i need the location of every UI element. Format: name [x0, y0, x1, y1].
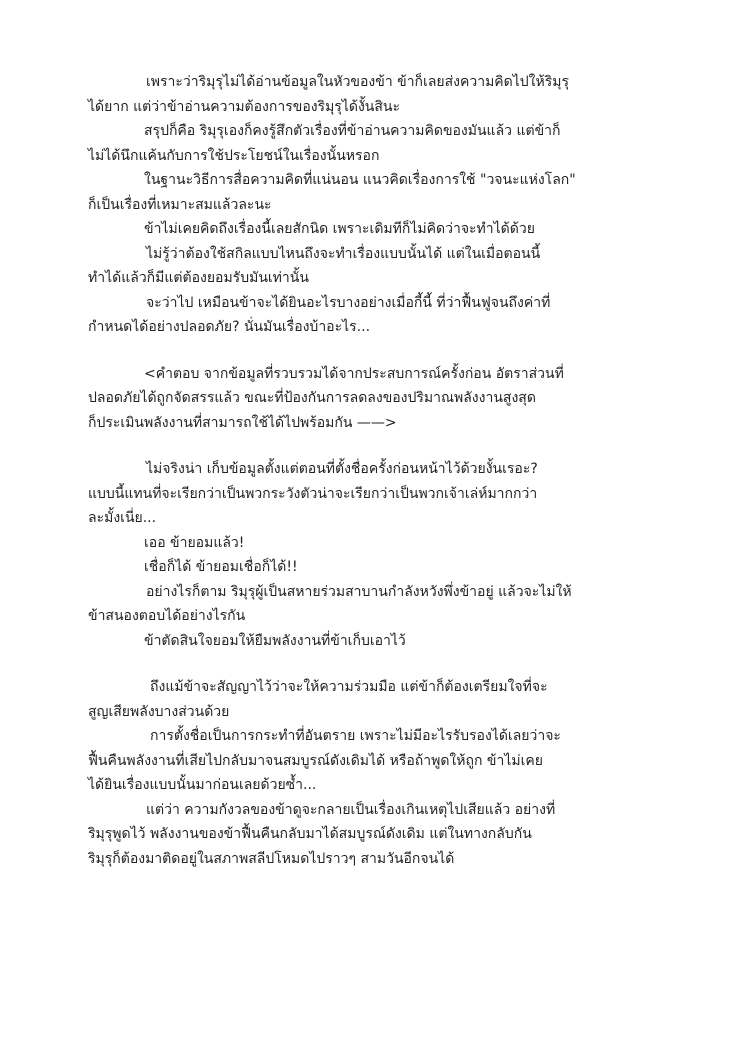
text-line: เพราะว่าริมุรุไม่ได้อ่านข้อมูลในหัวของข้า ข้าก็เลยส่งความคิดไปให้ริมุรุ	[146, 74, 570, 90]
text-line: ก็เป็นเรื่องที่เหมาะสมแล้วละนะ	[88, 196, 272, 213]
paragraph	[88, 675, 658, 724]
document-body	[88, 70, 658, 871]
text-line: กำหนดได้อย่างปลอดภัย? นั่นมันเรื่องบ้าอะไร...	[88, 319, 371, 335]
text-line: ในฐานะวิธีการสื่อความคิดที่แน่นอน แนวคิดเรื่องการใช้ "วจนะแห่งโลก"	[144, 172, 576, 188]
text-line: เออ ข้ายอมแล้ว!	[144, 534, 245, 551]
text-line: ละมั้งเนี่ย...	[88, 510, 157, 526]
text-line: ถึงแม้ข้าจะสัญญาไว้ว่าจะให้ความร่วมมือ แต่ข้าก็ต้องเตรียมใจที่จะ	[150, 679, 548, 695]
paragraph-spacer	[88, 340, 658, 362]
text-line: ก็ประเมินพลังงานที่สามารถใช้ได้ไปพร้อมกัน ——>	[88, 414, 397, 431]
paragraph	[88, 531, 658, 556]
text-line: ปลอดภัยได้ถูกจัดสรรแล้ว ขณะที่ป้องกันการลดลงของปริมาณพลังงานสูงสุด	[88, 390, 536, 406]
paragraph-spacer	[88, 435, 658, 457]
text-line: สรุปก็คือ ริมุรุเองก็คงรู้สึกตัวเรื่องที่ข้าอ่านความคิดของมันแล้ว แต่ข้าก็	[144, 123, 561, 139]
text-line: ข้าไม่เคยคิดถึงเรื่องนี้เลยสักนิด เพราะเดิมทีก็ไม่คิดว่าจะทำได้ด้วย	[144, 221, 535, 237]
text-line: ทำได้แล้วก็มีแต่ต้องยอมรับมันเท่านั้น	[88, 270, 309, 286]
paragraph	[88, 629, 658, 654]
paragraph	[88, 217, 658, 242]
text-line: ไม่จริงน่า เก็บข้อมูลตั้งแต่ตอนที่ตั้งชื่อครั้งก่อนหน้าไว้ด้วยงั้นเรอะ?	[146, 461, 538, 477]
text-line: ข้าสนองตอบได้อย่างไรกัน	[88, 608, 246, 624]
paragraph	[88, 362, 658, 436]
text-line: แบบนี้แทนที่จะเรียกว่าเป็นพวกระวังตัวน่าจะเรียกว่าเป็นพวกเจ้าเล่ห์มากกว่า	[88, 485, 538, 502]
paragraph	[88, 119, 658, 168]
paragraph	[88, 242, 658, 291]
text-line: <คำตอบ จากข้อมูลที่รวบรวมได้จากประสบการณ์ครั้งก่อน อัตราส่วนที่	[144, 365, 564, 382]
paragraph-spacer	[88, 653, 658, 675]
paragraph	[88, 168, 658, 217]
text-line: ข้าตัดสินใจยอมให้ยืมพลังงานที่ข้าเก็บเอาไว้	[144, 632, 406, 649]
text-line: ริมุรุก็ต้องมาติดอยู่ในสภาพสลีปโหมดไปราวๆ สามวันอีกจนได้	[88, 850, 455, 867]
paragraph	[88, 798, 658, 872]
text-line: ได้ยินเรื่องแบบนั้นมาก่อนเลยด้วยซ้ำ...	[88, 777, 317, 793]
paragraph	[88, 555, 658, 580]
text-line: ได้ยาก แต่ว่าข้าอ่านความต้องการของริมุรุได้งั้นสินะ	[88, 98, 400, 115]
text-line: อย่างไรก็ตาม ริมุรุผู้เป็นสหายร่วมสาบานกำลังหวังพึ่งข้าอยู่ แล้วจะไม่ให้	[146, 583, 572, 600]
text-line: สูญเสียพลังบางส่วนด้วย	[88, 703, 230, 720]
text-line: ฟื้นคืนพลังงานที่เสียไปกลับมาจนสมบูรณ์ดังเดิมได้ หรือถ้าพูดให้ถูก ข้าไม่เคย	[88, 752, 543, 769]
paragraph	[88, 724, 658, 798]
paragraph	[88, 580, 658, 629]
paragraph	[88, 457, 658, 531]
text-line: ริมุรุพูดไว้ พลังงานของข้าฟื้นคืนกลับมาได้สมบูรณ์ดังเดิม แต่ในทางกลับกัน	[88, 826, 532, 842]
paragraph	[88, 291, 658, 340]
text-line: ไม่รู้ว่าต้องใช้สกิลแบบไหนถึงจะทำเรื่องแบบนั้นได้ แต่ในเมื่อตอนนี้	[146, 245, 541, 262]
text-line: จะว่าไป เหมือนข้าจะได้ยินอะไรบางอย่างเมื่อกี้นี้ ที่ว่าฟื้นฟูจนถึงค่าที่	[146, 294, 551, 311]
text-line: แต่ว่า ความกังวลของข้าดูจะกลายเป็นเรื่องเกินเหตุไปเสียแล้ว อย่างที่	[146, 801, 556, 818]
text-line: ไม่ได้นึกแค้นกับการใช้ประโยชน์ในเรื่องนั้นหรอก	[88, 147, 380, 164]
text-line: การตั้งชื่อเป็นการกระทำที่อันตราย เพราะไม่มีอะไรรับรองได้เลยว่าจะ	[150, 728, 561, 744]
paragraph	[88, 70, 658, 119]
text-line: เชื่อก็ได้ ข้ายอมเชื่อก็ได้!!	[144, 559, 298, 575]
